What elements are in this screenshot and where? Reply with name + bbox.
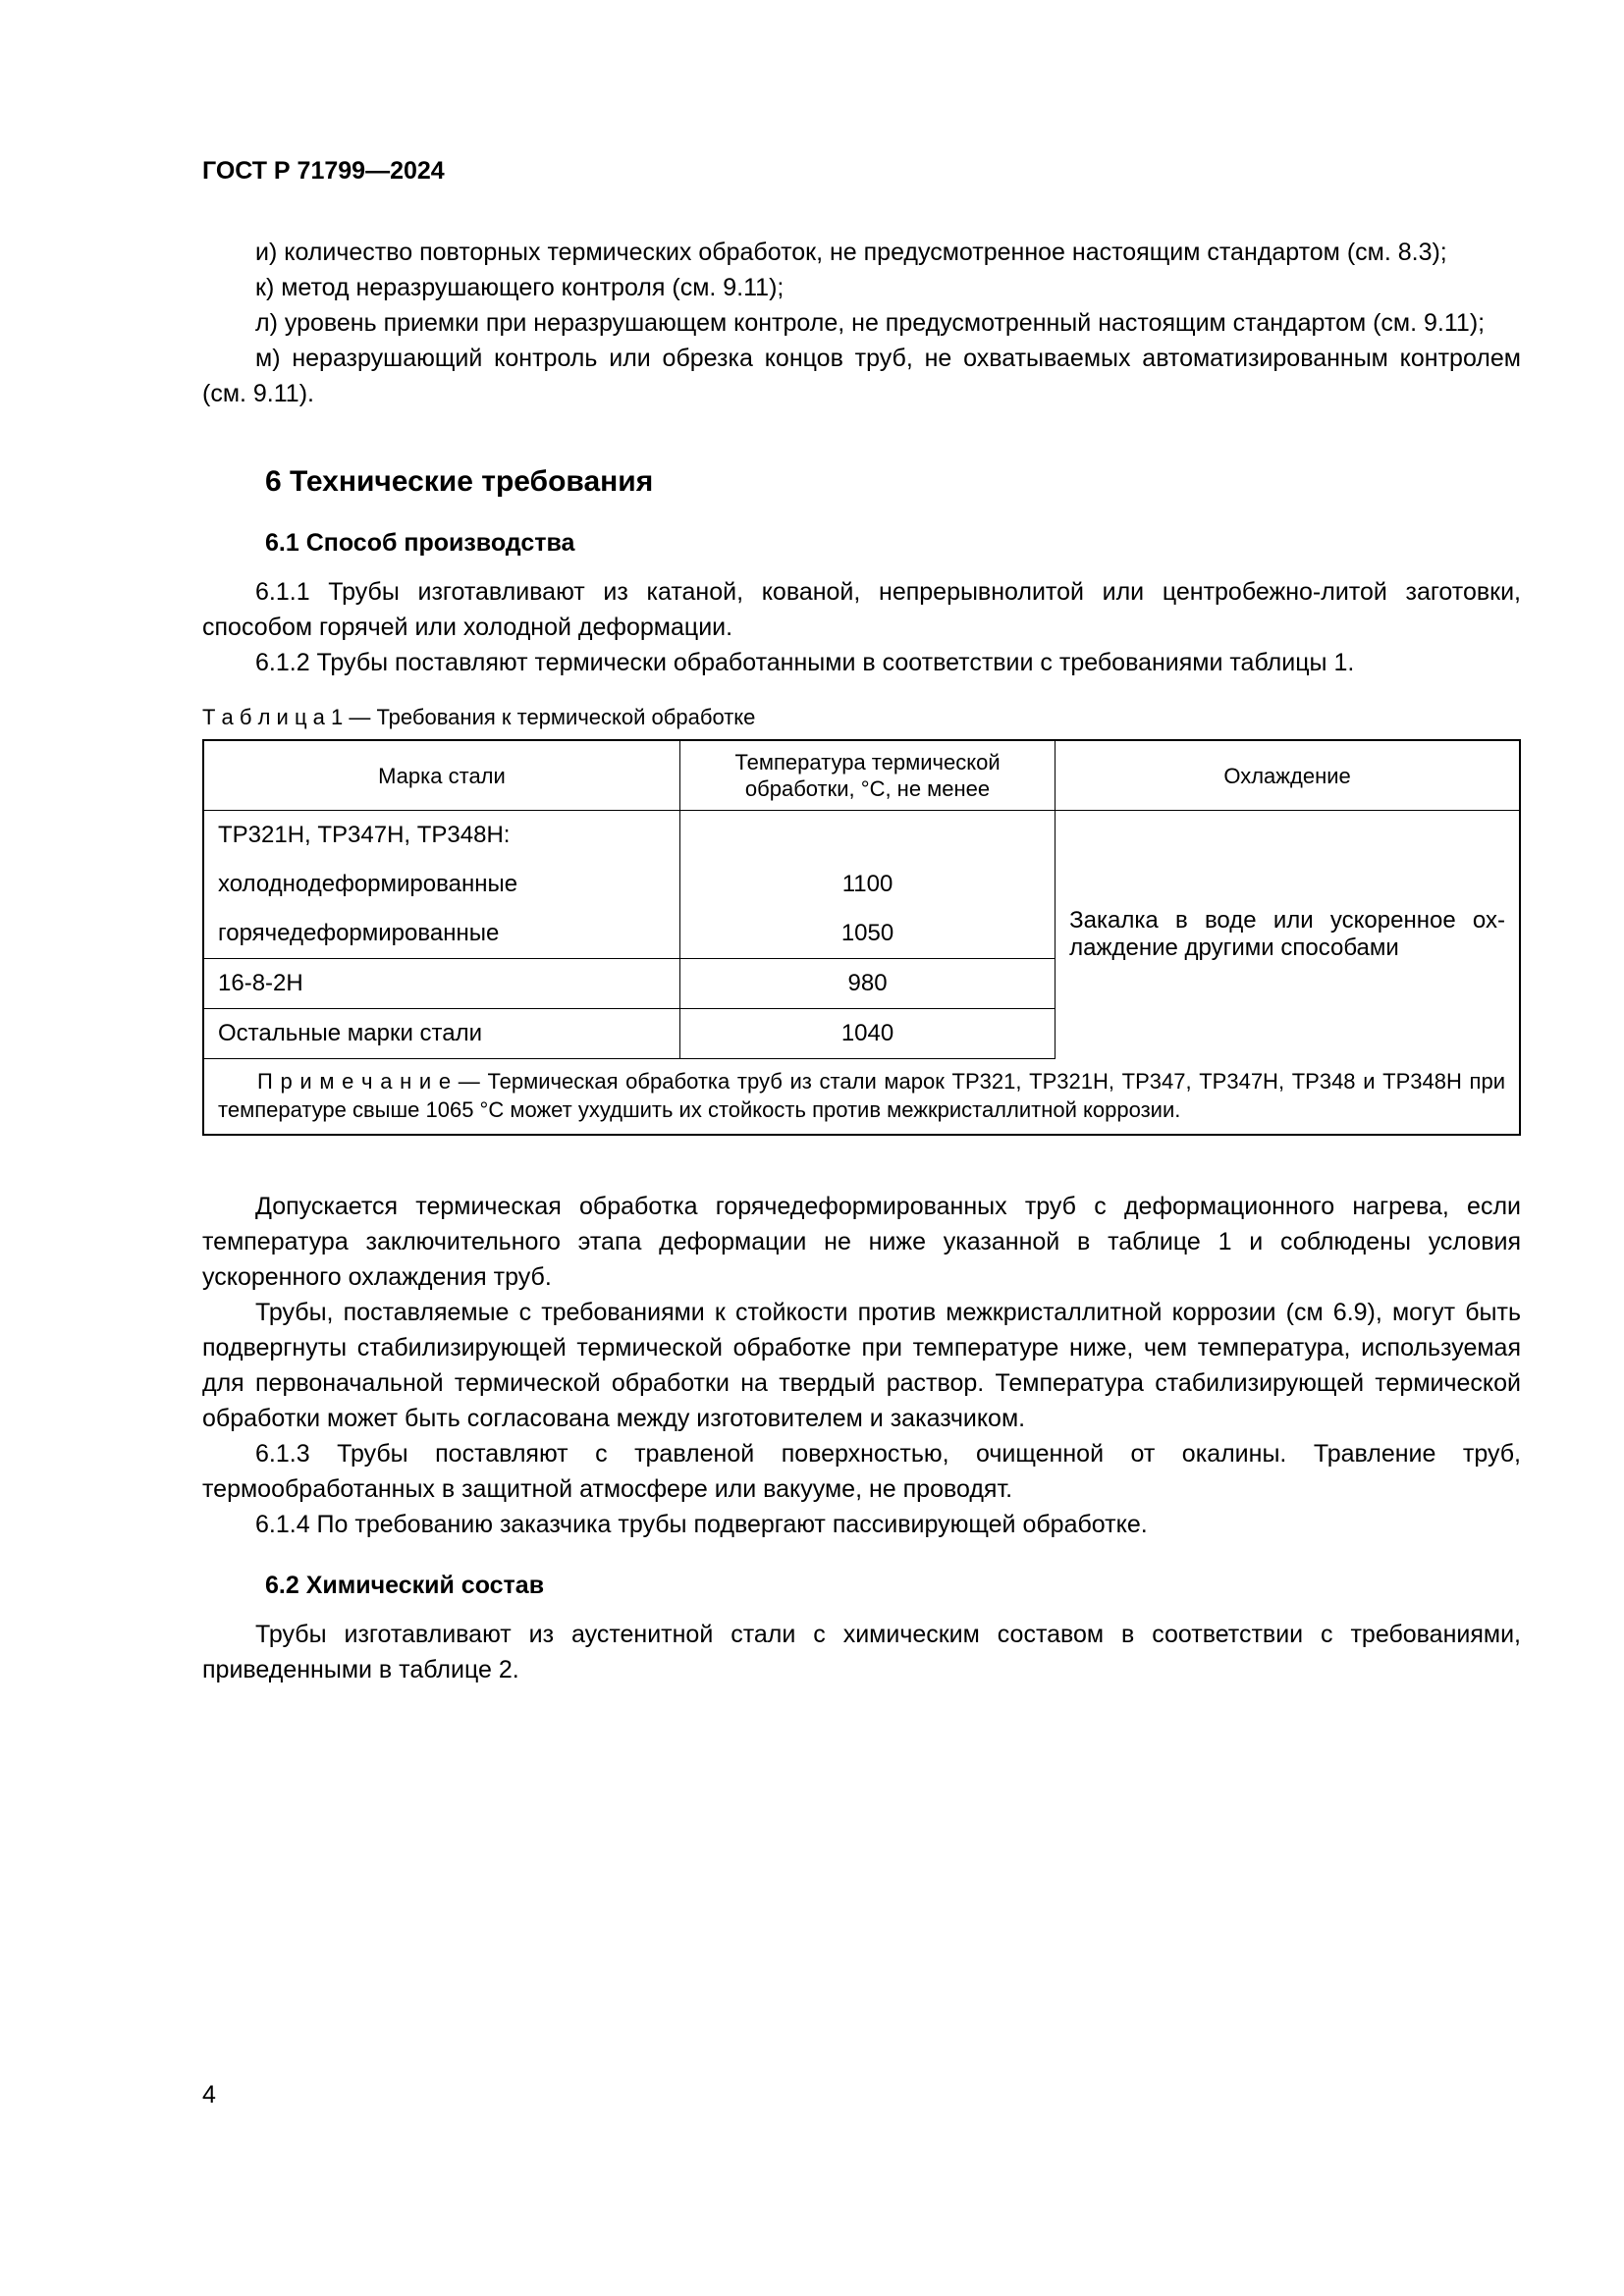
grade-cell: ТР321Н, ТР347Н, ТР348Н:: [203, 811, 679, 861]
table-1-caption: Т а б л и ц а 1 — Требования к термической обработке: [202, 705, 756, 729]
table-row-group-heading: [203, 811, 1520, 861]
list-item-i: и) количество повторных термических обработок, не предусмотренное настоящим стандартом (см. 8.3);: [255, 239, 1447, 266]
column-header-cooling: Охлаждение: [1056, 740, 1520, 811]
temp-cell: 1100: [679, 860, 1055, 909]
grade-cell: 16-8-2Н: [203, 959, 679, 1009]
temp-cell: 1050: [679, 909, 1055, 959]
paragraph-6-1-4: 6.1.4 По требованию заказчика трубы подвергают пассивирующей обработке.: [255, 1511, 1148, 1538]
temp-cell: [679, 811, 1055, 861]
paragraph-heat-treatment-allowed: Допускается термическая обработка горячедеформированных труб с деформационного нагрева, если температура заключительного этапа деформации не ниже указанной в таблице 1 и соблюдены условия ускоренного охлаждения труб.: [202, 1193, 1521, 1291]
list-item-m: м) неразрушающий контроль или обрезка концов труб, не охватываемых автоматизированным контролем (см. 9.11).: [202, 345, 1521, 407]
document-header: ГОСТ Р 71799—2024: [202, 157, 445, 185]
table-header-row: [203, 740, 1520, 811]
table-note-row: [203, 1059, 1520, 1136]
section-6-2-title: 6.2 Химический состав: [265, 1572, 545, 1599]
grade-cell: горячедеформированные: [203, 909, 679, 959]
column-header-steel-grade: Марка стали: [203, 740, 679, 811]
section-6-title: 6 Технические требования: [265, 465, 654, 498]
grade-cell: холоднодеформированные: [203, 860, 679, 909]
grade-cell: Остальные марки стали: [203, 1009, 679, 1059]
paragraph-6-1-3: 6.1.3 Трубы поставляют с травленой поверхностью, очищенной от окалины. Травление труб, термообработанных в защитной атмосфере или вакууме, не проводят.: [202, 1440, 1521, 1503]
paragraph-stabilizing-treatment: Трубы, поставляемые с требованиями к стойкости против межкристаллитной коррозии (см 6.9), могут быть подвергнуты стабилизирующей термической обработке при температуре ниже, чем температура, используемая для первоначальной термической обработки на твердый раствор. Температура стабилизирующей термической обработки может быть согласована между изготовителем и заказчиком.: [202, 1299, 1521, 1432]
paragraph-6-2: Трубы изготавливают из аустенитной стали с химическим составом в соответствии с требованиями, приведенными в таблице 2.: [202, 1621, 1521, 1683]
paragraph-6-1-2: 6.1.2 Трубы поставляют термически обработанными в соответствии с требованиями таблицы 1.: [255, 649, 1355, 676]
table-note: П р и м е ч а н и е — Термическая обработка труб из стали марок ТР321, ТР321Н, ТР347, ТР347Н, ТР348 и ТР348Н при температуре свыше 1065 °С может ухудшить их стойкость против межкристаллитной коррозии.: [203, 1059, 1520, 1136]
list-item-l: л) уровень приемки при неразрушающем контроле, не предусмотренный настоящим стандартом (см. 9.11);: [255, 309, 1486, 337]
section-6-1-title: 6.1 Способ производства: [265, 529, 575, 557]
list-item-k: к) метод неразрушающего контроля (см. 9.11);: [255, 274, 785, 301]
table-1: [202, 739, 1521, 1136]
page-number: 4: [202, 2081, 216, 2109]
column-header-temperature: Температура термической обработки, °С, не менее: [679, 740, 1055, 811]
temp-cell: 1040: [679, 1009, 1055, 1059]
paragraph-6-1-1: 6.1.1 Трубы изготавливают из катаной, кованой, непрерывнолитой или центробежно-литой заготовки, способом горячей или холодной деформации.: [202, 578, 1521, 641]
temp-cell: 980: [679, 959, 1055, 1009]
cooling-cell: Закалка в воде или ускоренное охлаждение другими способами: [1056, 811, 1520, 1059]
